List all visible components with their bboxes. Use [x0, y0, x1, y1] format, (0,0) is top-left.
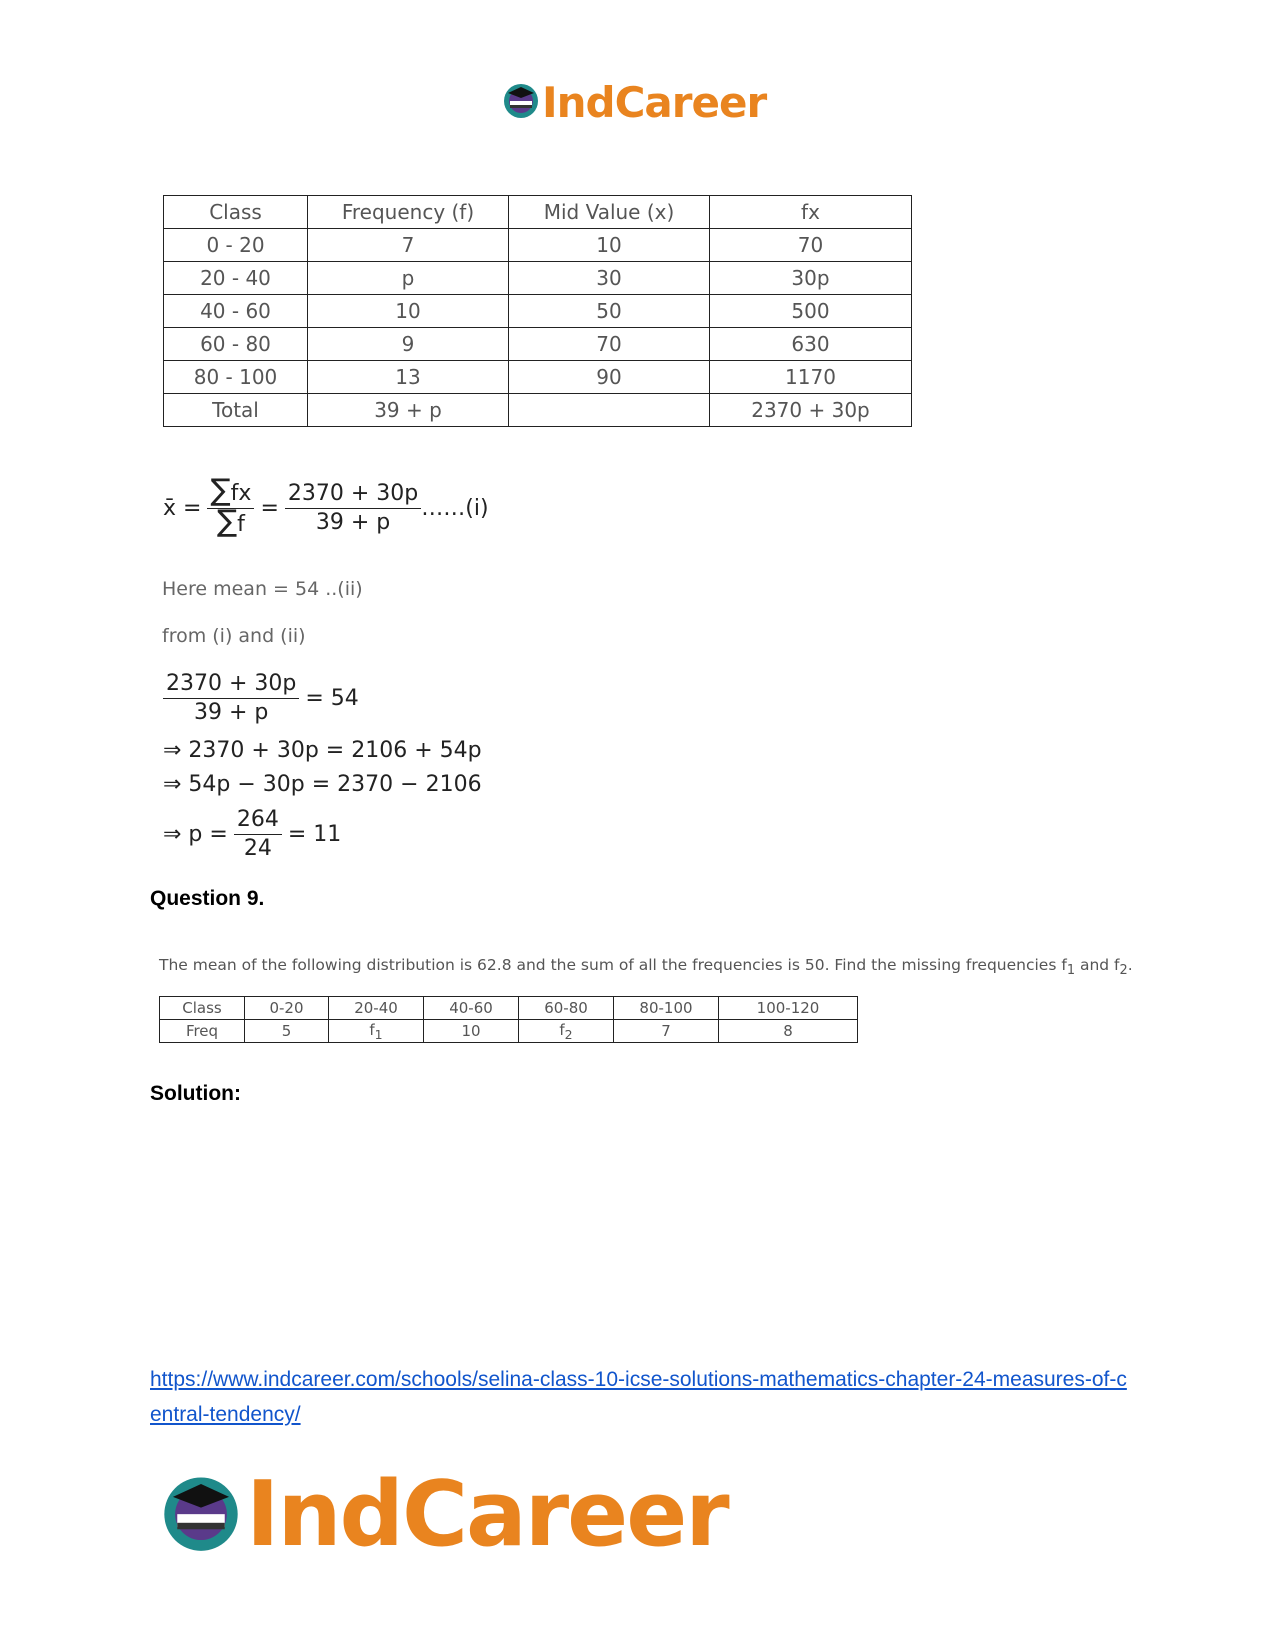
table-cell: $f_2$ — [519, 1020, 614, 1043]
equals-sign: = — [260, 496, 279, 521]
mean-statement: Here mean = 54 ..(ii) — [162, 578, 363, 600]
logo-wordmark: IndCareer — [246, 1462, 728, 1567]
table-cell: 5 — [245, 1020, 329, 1043]
table-row — [160, 1020, 858, 1043]
fraction-denominator: 39 + p — [193, 700, 269, 725]
table-cell: 20-40 — [329, 997, 424, 1020]
table-cell: Total — [164, 394, 308, 427]
fraction-numerator: 264 — [234, 806, 282, 835]
fx-symbol: fx — [230, 481, 252, 506]
table-cell: 60 - 80 — [164, 328, 308, 361]
table-cell: 10 — [308, 295, 509, 328]
table-cell: 39 + p — [308, 394, 509, 427]
table-cell: 0-20 — [245, 997, 329, 1020]
table-cell — [509, 394, 710, 427]
table-header-cell: Mid Value (x) — [509, 196, 710, 229]
table-cell: 2370 + 30p — [710, 394, 912, 427]
equation-rhs: = 54 — [305, 686, 359, 711]
frequency-table — [163, 195, 912, 427]
footer-logo — [160, 1462, 728, 1567]
table-cell: 0 - 20 — [164, 229, 308, 262]
f-symbol: f — [237, 512, 245, 537]
table-cell: 13 — [308, 361, 509, 394]
solve-fraction — [163, 670, 299, 727]
fraction-numerator: 2370 + 30p — [285, 480, 421, 509]
equation-label: ……(i) — [421, 496, 489, 521]
table-header-cell: Frequency (f) — [308, 196, 509, 229]
table-cell: 10 — [424, 1020, 519, 1043]
result-fraction — [234, 806, 282, 863]
from-statement: from (i) and (ii) — [162, 625, 306, 647]
table-cell: 90 — [509, 361, 710, 394]
sigma-fraction — [207, 473, 254, 539]
table-cell: 9 — [308, 328, 509, 361]
table-cell: 80 - 100 — [164, 361, 308, 394]
sigma-symbol: ∑ — [210, 473, 231, 508]
solve-step-1 — [163, 670, 359, 727]
table-header-row — [164, 196, 912, 229]
header-logo — [502, 78, 766, 127]
table-cell: 10 — [509, 229, 710, 262]
table-cell: 100-120 — [719, 997, 858, 1020]
table-row — [164, 328, 912, 361]
solution-heading: Solution: — [150, 1082, 241, 1105]
table-cell: 80-100 — [614, 997, 719, 1020]
question-text: The mean of the following distribution is 62.8 and the sum of all the frequencies is 50. Find the missing frequencies $f_1$ and $f_2$. — [159, 956, 1133, 979]
table-cell: 50 — [509, 295, 710, 328]
table-cell: 500 — [710, 295, 912, 328]
table-cell: Freq — [160, 1020, 245, 1043]
table-total-row — [164, 394, 912, 427]
equation-lhs: ⇒ p = — [163, 822, 228, 847]
table-cell: 8 — [719, 1020, 858, 1043]
table-cell: p — [308, 262, 509, 295]
table-cell: 70 — [710, 229, 912, 262]
graduation-cap-icon — [502, 81, 540, 124]
fraction-denominator: 24 — [243, 836, 272, 861]
fraction-numerator: 2370 + 30p — [163, 670, 299, 699]
table-cell: 40-60 — [424, 997, 519, 1020]
xbar-symbol: x̄ = — [163, 496, 202, 521]
mean-formula — [163, 473, 489, 539]
sigma-symbol: ∑ — [216, 504, 238, 539]
table-cell: 60-80 — [519, 997, 614, 1020]
fraction-denominator: 39 + p — [315, 510, 391, 535]
table-row — [164, 361, 912, 394]
graduation-cap-icon — [160, 1471, 242, 1558]
table-cell: 70 — [509, 328, 710, 361]
table-row — [164, 295, 912, 328]
table-header-cell: fx — [710, 196, 912, 229]
table-header-cell: Class — [164, 196, 308, 229]
distribution-table — [159, 996, 858, 1043]
logo-wordmark: IndCareer — [542, 78, 767, 127]
table-cell: 30 — [509, 262, 710, 295]
solve-step-2: ⇒ 2370 + 30p = 2106 + 54p — [163, 738, 482, 763]
table-row — [164, 262, 912, 295]
solve-step-4 — [163, 806, 341, 863]
table-cell: 7 — [614, 1020, 719, 1043]
table-cell: 30p — [710, 262, 912, 295]
table-row — [164, 229, 912, 262]
table-cell: 20 - 40 — [164, 262, 308, 295]
table-cell: 40 - 60 — [164, 295, 308, 328]
mean-fraction — [285, 480, 421, 537]
table-cell: $f_1$ — [329, 1020, 424, 1043]
table-row — [160, 997, 858, 1020]
table-cell: 7 — [308, 229, 509, 262]
source-link[interactable]: https://www.indcareer.com/schools/selina-class-10-icse-solutions-mathematics-chapter-24-measures-of-central-tendency/ — [150, 1368, 1127, 1426]
solve-step-3: ⇒ 54p − 30p = 2370 − 2106 — [163, 772, 482, 797]
table-cell: 630 — [710, 328, 912, 361]
table-cell: Class — [160, 997, 245, 1020]
question-heading: Question 9. — [150, 887, 265, 910]
equation-rhs: = 11 — [287, 822, 342, 847]
table-cell: 1170 — [710, 361, 912, 394]
